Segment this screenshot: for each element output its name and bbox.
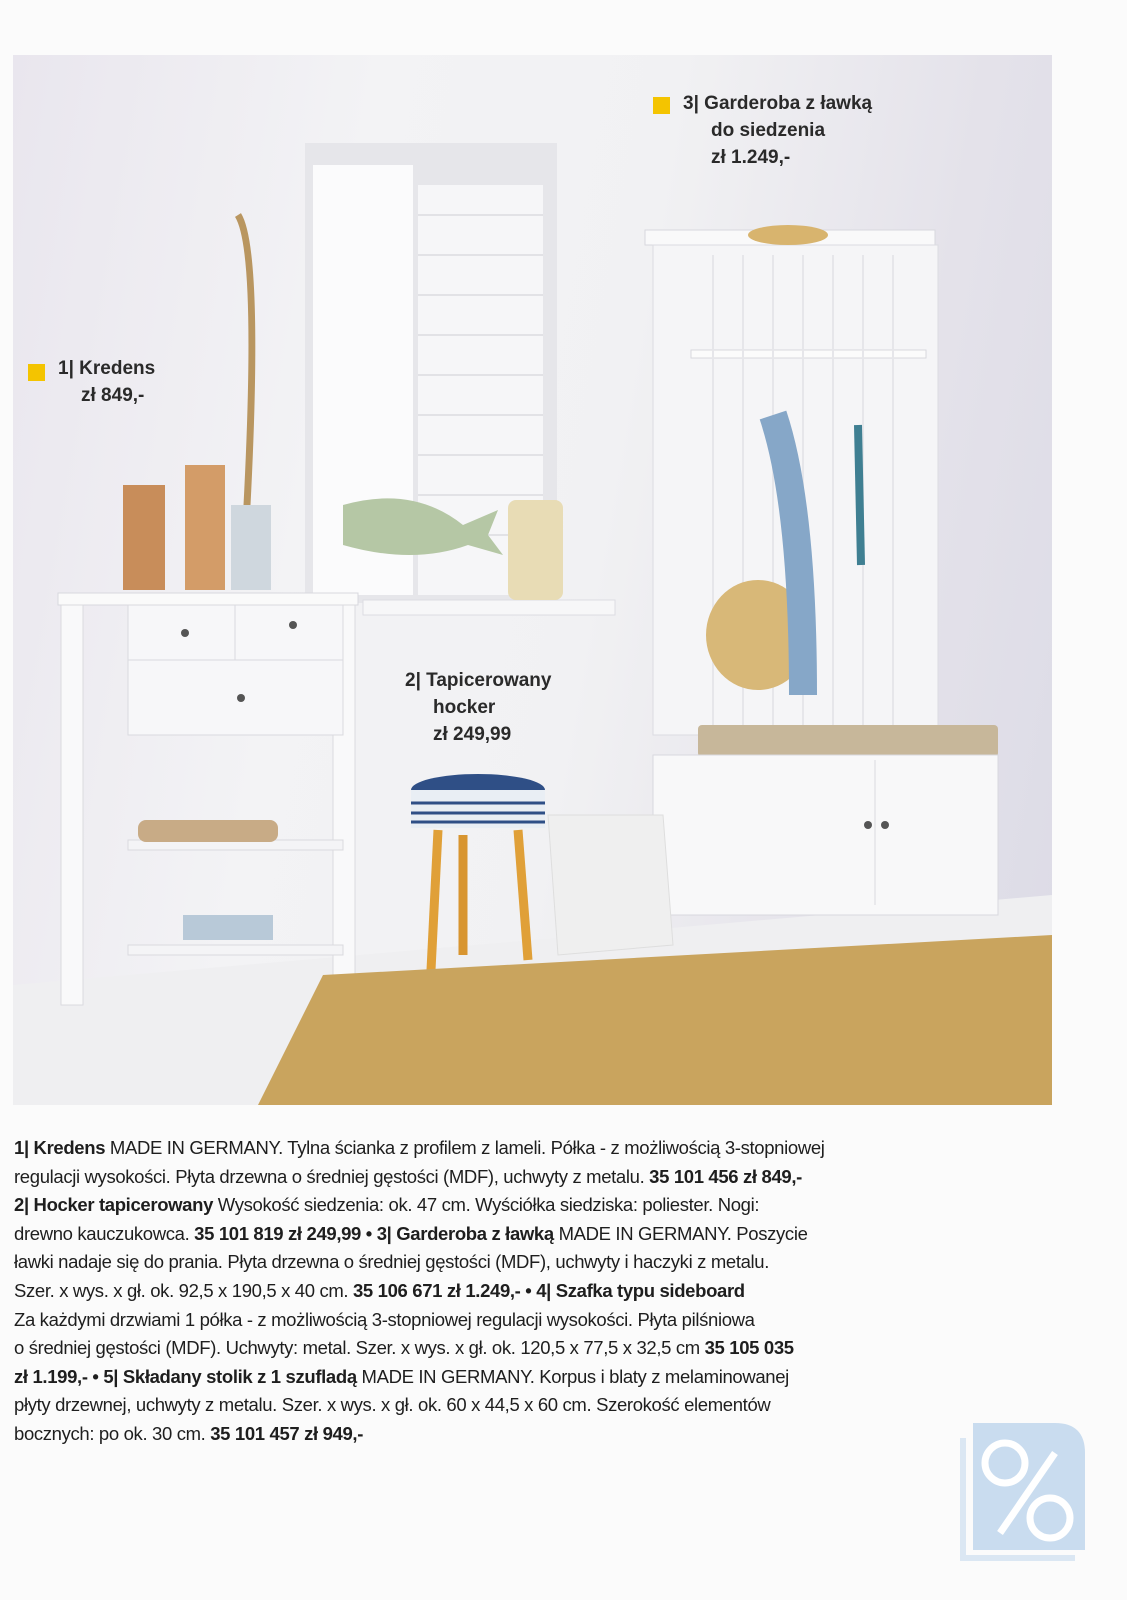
description-bold-text: 35 105 035 xyxy=(704,1337,794,1359)
product-label-1 xyxy=(58,355,155,409)
description-line xyxy=(14,1277,825,1306)
description-text: MADE IN GERMANY. Korpus i blaty z melaminowanej xyxy=(356,1365,789,1387)
description-bold-text: 1| Kredens xyxy=(14,1137,106,1158)
product-label-2 xyxy=(405,667,551,748)
description-text: Szer. x wys. x gł. ok. 92,5 x 190,5 x 40 cm. xyxy=(14,1279,353,1301)
label-marker-1 xyxy=(28,364,45,381)
label-name-line2: do siedzenia xyxy=(711,120,826,141)
description-bold-text: 35 101 819 zł 249,99 • 3| Garderoba z ławką xyxy=(194,1222,554,1244)
description-line xyxy=(14,1248,825,1277)
description-text: regulacji wysokości. Płyta drzewna o średniej gęstości (MDF), uchwyty z metalu. xyxy=(14,1165,650,1187)
description-text: MADE IN GERMANY. Poszycie xyxy=(553,1222,808,1244)
product-description xyxy=(14,1134,825,1449)
description-bold-text: zł 1.199,- • 5| Składany stolik z 1 szufladą xyxy=(14,1365,357,1387)
description-text: Za każdymi drzwiami 1 półka - z możliwością 3-stopniowej regulacji wysokości. Płyta pilśniowa xyxy=(14,1308,755,1330)
label-price: zł 849,- xyxy=(81,385,145,406)
label-number: 1| xyxy=(58,358,74,379)
label-marker-3 xyxy=(653,97,670,114)
description-line xyxy=(14,1420,825,1449)
description-line xyxy=(14,1391,825,1420)
description-text: Wysokość siedzenia: ok. 47 cm. Wyściółka siedziska: poliester. Nogi: xyxy=(213,1194,760,1216)
description-line xyxy=(14,1306,825,1335)
description-text: drewno kauczukowca. xyxy=(14,1222,195,1244)
description-bold-text: 35 101 457 zł 949,- xyxy=(210,1422,364,1444)
label-price: zł 249,99 xyxy=(433,724,512,745)
label-price: zł 1.249,- xyxy=(711,147,791,168)
label-number: 2| xyxy=(405,670,421,691)
room-scene-illustration xyxy=(13,55,1052,1105)
description-line xyxy=(14,1163,825,1192)
label-name: Kredens xyxy=(79,358,156,379)
product-label-3 xyxy=(683,90,872,171)
description-text: płyty drzewnej, uchwyty z metalu. Szer. x wys. x gł. ok. 60 x 44,5 x 60 cm. Szerokość elementów xyxy=(14,1394,771,1416)
hocker-stool xyxy=(411,774,545,970)
description-line xyxy=(14,1220,825,1249)
description-bold-text: 2| Hocker tapicerowany xyxy=(14,1194,214,1216)
product-photo xyxy=(13,55,1052,1105)
description-text: o średniej gęstości (MDF). Uchwyty: metal. Szer. x wys. x gł. ok. 120,5 x 77,5 x 32,5 cm xyxy=(14,1337,705,1359)
description-line xyxy=(14,1334,825,1363)
label-name-line2: hocker xyxy=(433,697,496,718)
description-line xyxy=(14,1191,825,1220)
description-text: bocznych: po ok. 30 cm. xyxy=(14,1422,211,1444)
description-text: MADE IN GERMANY. Tylna ścianka z profilem z lameli. Półka - z możliwością 3-stopniowej xyxy=(105,1137,825,1158)
description-bold-text: 35 106 671 zł 1.249,- • 4| Szafka typu sideboard xyxy=(352,1279,745,1301)
percent-icon xyxy=(955,1418,1090,1568)
label-number: 3| xyxy=(683,93,699,114)
garderoba-hall-tree xyxy=(645,225,998,915)
description-line xyxy=(14,1363,825,1392)
label-name: Garderoba z ławką xyxy=(704,93,873,114)
description-text: ławki nadaje się do prania. Płyta drzewna o średniej gęstości (MDF), uchwyty i haczyki z metalu. xyxy=(14,1251,770,1273)
description-bold-text: 35 101 456 zł 849,- xyxy=(649,1165,802,1187)
description-line xyxy=(14,1134,825,1163)
label-name: Tapicerowany xyxy=(426,670,552,691)
